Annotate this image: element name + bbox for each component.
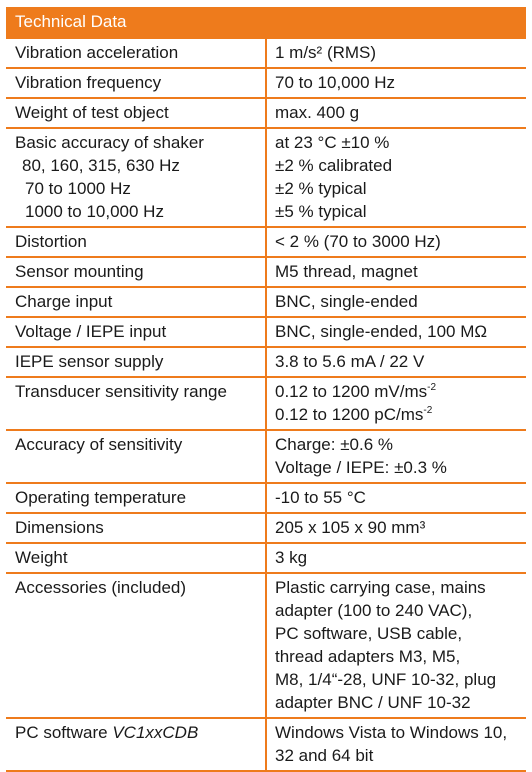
value-line: M8, 1/4“-28, UNF 10-32, plug [275, 670, 497, 689]
value-cell: M5 thread, magnet [266, 257, 526, 287]
value-line: Charge: ±0.6 % [275, 435, 394, 454]
table-row [6, 39, 526, 68]
superscript: -2 [423, 405, 433, 416]
table-row [6, 347, 526, 377]
value-cell [266, 718, 526, 771]
param-cell: Transducer sensitivity range [6, 377, 266, 430]
value-cell: -10 to 55 °C [266, 483, 526, 513]
table-row [6, 227, 526, 257]
value-cell [266, 430, 526, 483]
param-cell: IEPE sensor supply [6, 347, 266, 377]
table-row [6, 257, 526, 287]
param-cell: Distortion [6, 227, 266, 257]
table-row [6, 573, 526, 718]
sub-param: 80, 160, 315, 630 Hz [22, 156, 180, 175]
sub-value: ±2 % typical [275, 179, 367, 198]
value-cell [266, 377, 526, 430]
value-cell: 1 m/s² (RMS) [266, 39, 526, 68]
value-cell: 70 to 10,000 Hz [266, 68, 526, 98]
value-cell: BNC, single-ended [266, 287, 526, 317]
param-cell: Vibration acceleration [6, 39, 266, 68]
sub-param: 1000 to 10,000 Hz [25, 202, 164, 221]
value-line: PC software, USB cable, [275, 624, 463, 643]
sub-param: 70 to 1000 Hz [25, 179, 131, 198]
value-line: Windows Vista to Windows 10, [275, 723, 508, 742]
value-cell: 3.8 to 5.6 mA / 22 V [266, 347, 526, 377]
table-row [6, 128, 526, 227]
superscript: -2 [427, 382, 437, 393]
table-row [6, 483, 526, 513]
value-line: adapter (100 to 240 VAC), [275, 601, 473, 620]
sub-value: ±2 % calibrated [275, 156, 393, 175]
value-text: 0.12 to 1200 pC/ms [275, 405, 424, 424]
value-cell: < 2 % (70 to 3000 Hz) [266, 227, 526, 257]
value-line: thread adapters M3, M5, [275, 647, 461, 666]
param-cell: Vibration frequency [6, 68, 266, 98]
value-line [275, 403, 520, 426]
value-label: at 23 °C ±10 % [275, 133, 390, 152]
value-cell [266, 573, 526, 718]
param-cell: Accessories (included) [6, 573, 266, 718]
param-cell: Weight of test object [6, 98, 266, 128]
value-line [275, 380, 520, 403]
table-row [6, 377, 526, 430]
value-cell: BNC, single-ended, 100 MΩ [266, 317, 526, 347]
table-row [6, 543, 526, 573]
value-cell: 205 x 105 x 90 mm³ [266, 513, 526, 543]
sub-value: ±5 % typical [275, 202, 367, 221]
technical-data-table [6, 7, 526, 772]
software-name: VC1xxCDB [112, 723, 199, 742]
table-row [6, 430, 526, 483]
table-row [6, 68, 526, 98]
value-cell: 3 kg [266, 543, 526, 573]
param-cell [6, 718, 266, 771]
param-cell: Weight [6, 543, 266, 573]
table-row [6, 98, 526, 128]
value-line: adapter BNC / UNF 10-32 [275, 693, 471, 712]
spec-table [6, 39, 526, 772]
param-label: PC software [15, 723, 108, 742]
value-line: 32 and 64 bit [275, 746, 374, 765]
value-line: Plastic carrying case, mains [275, 578, 486, 597]
value-text: 0.12 to 1200 mV/ms [275, 382, 428, 401]
param-cell: Voltage / IEPE input [6, 317, 266, 347]
table-header: Technical Data [6, 7, 526, 39]
table-row [6, 513, 526, 543]
value-cell [266, 128, 526, 227]
param-label: Basic accuracy of shaker [15, 133, 204, 152]
value-cell: max. 400 g [266, 98, 526, 128]
param-cell: Sensor mounting [6, 257, 266, 287]
table-row [6, 718, 526, 771]
param-cell: Dimensions [6, 513, 266, 543]
table-row [6, 287, 526, 317]
param-cell [6, 128, 266, 227]
param-cell: Operating temperature [6, 483, 266, 513]
table-row [6, 317, 526, 347]
param-cell: Accuracy of sensitivity [6, 430, 266, 483]
param-cell: Charge input [6, 287, 266, 317]
value-line: Voltage / IEPE: ±0.3 % [275, 458, 447, 477]
